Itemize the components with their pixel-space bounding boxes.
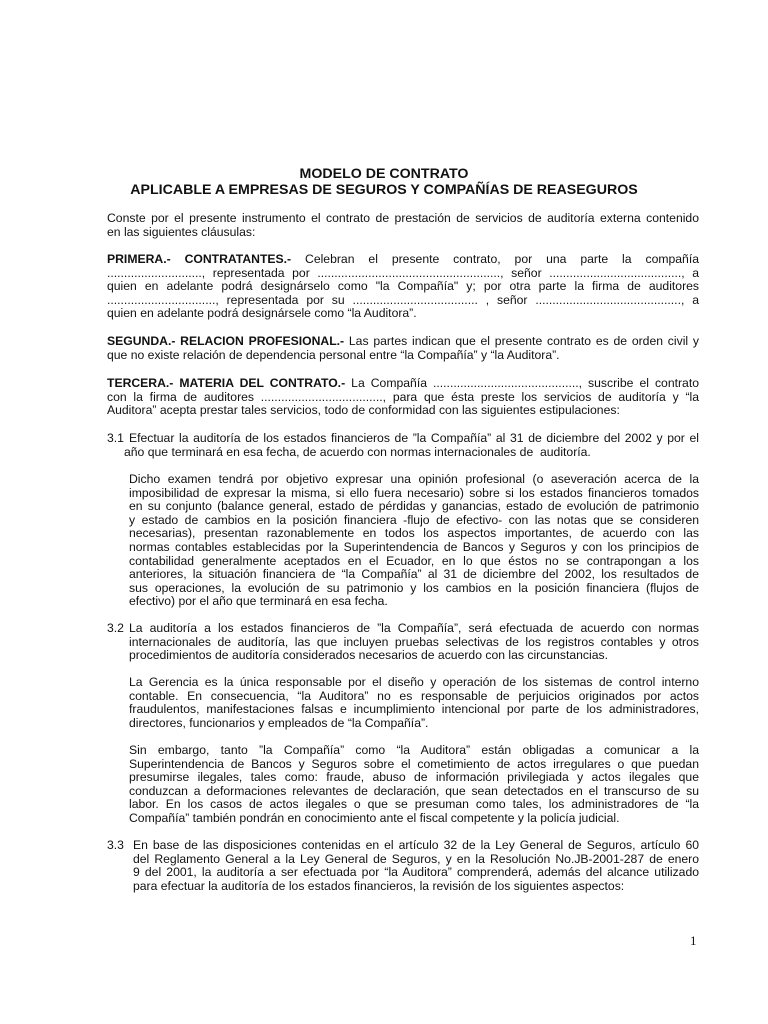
section-3-2-paragraph-1: La auditoría a los estados financieros de ”la Compañía”, será efectuada de acuerdo con normas internacionales de auditoría, las que incluyen pruebas selectivas de los registros contables y otros procedimientos de auditoría considerados necesarios de acuerdo con las circunstancias.: [129, 621, 699, 663]
document-title: MODELO DE CONTRATO: [299, 166, 469, 182]
section-3-1-lead-cont: año que terminará en esa fecha, de acuerdo con normas internacionales de auditoría.: [124, 445, 591, 459]
section-3-2-paragraph-3: Sin embargo, tanto ”la Compañía” como “la Auditora” están obligadas a comunicar a la Superintendencia de Bancos y Seguros sobre el cometimiento de actos irregulares o que puedan presumirse ilegales, tales como: fraude, abuso de información privilegiada y actos ilegales que conduzcan a deformaciones relevantes de declaración, que sean detectados en el transcurso de su labor. En los casos de actos ilegales o que se presuman como tales, los administradores de “la Compañía” también pondrán en conocimiento ante el fiscal competente y la policía judicial.: [129, 743, 699, 825]
section-3-2-paragraph-2: La Gerencia es la única responsable por el diseño y operación de los sistemas de control interno contable. En consecuencia, “la Auditora” no es responsable de perjuicios originados por actos fraudulentos, manifestaciones falsas e incumplimiento intencional por parte de los administradores, directores, funcionarios y empleados de “la Compañía”.: [129, 675, 699, 730]
clause-primera: PRIMERA.- CONTRATANTES.- Celebran el presente contrato, por una parte la compañía ............................, representada por ......................................................, señor ......................................., a quien en adelante podrá designárselo como "la Compañía" y; por otra parte la firma de auditores ................................, representada por su ..................................... , señor ..........................................., a quien en adelante podrá designársele como “la Auditora”.: [107, 252, 699, 321]
intro-paragraph: Conste por el presente instrumento el contrato de prestación de servicios de auditoría externa contenido en las siguientes cláusulas:: [107, 211, 699, 239]
document-subtitle: APLICABLE A EMPRESAS DE SEGUROS Y COMPAÑÍAS DE REASEGUROS: [130, 182, 638, 198]
section-3-1-paragraph: Dicho examen tendrá por objetivo expresar una opinión profesional (o aseveración acerca de la imposibilidad de expresar la misma, si ello fuera necesario) sobre si los estados financieros tomados en su conjunto (balance general, estado de pérdidas y ganancias, estado de evolución de patrimonio y estado de cambios en la posición financiera -flujo de efectivo- con las notas que se consideren necesarias), presentan razonablemente en todos los aspectos importantes, de acuerdo con las normas contables establecidas por la Superintendencia de Bancos y Seguros y con los principios de contabilidad generalmente aceptados en el Ecuador, en lo que éstos no se contrapongan a los anteriores, la situación financiera de “la Compañía” al 31 de diciembre del 2002, los resultados de sus operaciones, la evolución de su patrimonio y los cambios en la posición financiera (flujos de efectivo) por el año que terminará en esa fecha.: [129, 472, 699, 609]
section-number: 3.3: [107, 838, 124, 852]
section-3-3-paragraph: En base de las disposiciones contenidas en el artículo 32 de la Ley General de Seguros, artículo 60 del Reglamento General a la Ley General de Seguros, y en la Resolución No.JB-2001-287 de enero 9 del 2001, la auditoría a ser efectuada por “la Auditora” comprenderá, además del alcance utilizado para efectuar la auditoría de los estados financieros, la revisión de los siguientes aspectos:: [133, 838, 699, 893]
section-number: 3.2: [107, 621, 124, 635]
section-number: 3.1: [107, 431, 124, 445]
clause-tercera: TERCERA.- MATERIA DEL CONTRATO.- La Compañía ..........................................., suscribe el contrato con la firma de auditores ...................................., para que ésta preste los servicios de auditoría y “la Auditora” acepta prestar tales servicios, todo de conformidad con las siguientes estipulaciones:: [107, 376, 700, 418]
clause-heading: PRIMERA.- CONTRATANTES.-: [107, 252, 292, 266]
clause-heading: SEGUNDA.- RELACION PROFESIONAL.-: [107, 334, 345, 348]
section-3-1-lead: Efectuar la auditoría de los estados financieros de ”la Compañía” al 31 de diciembre del 2002 y por el: [129, 431, 699, 445]
clause-segunda: SEGUNDA.- RELACION PROFESIONAL.- Las partes indican que el presente contrato es de orden civil y que no existe relación de dependencia personal entre “la Compañía” y “la Auditora”.: [107, 334, 699, 362]
page-number: 1: [690, 933, 697, 948]
clause-heading: TERCERA.- MATERIA DEL CONTRATO.-: [107, 376, 346, 390]
